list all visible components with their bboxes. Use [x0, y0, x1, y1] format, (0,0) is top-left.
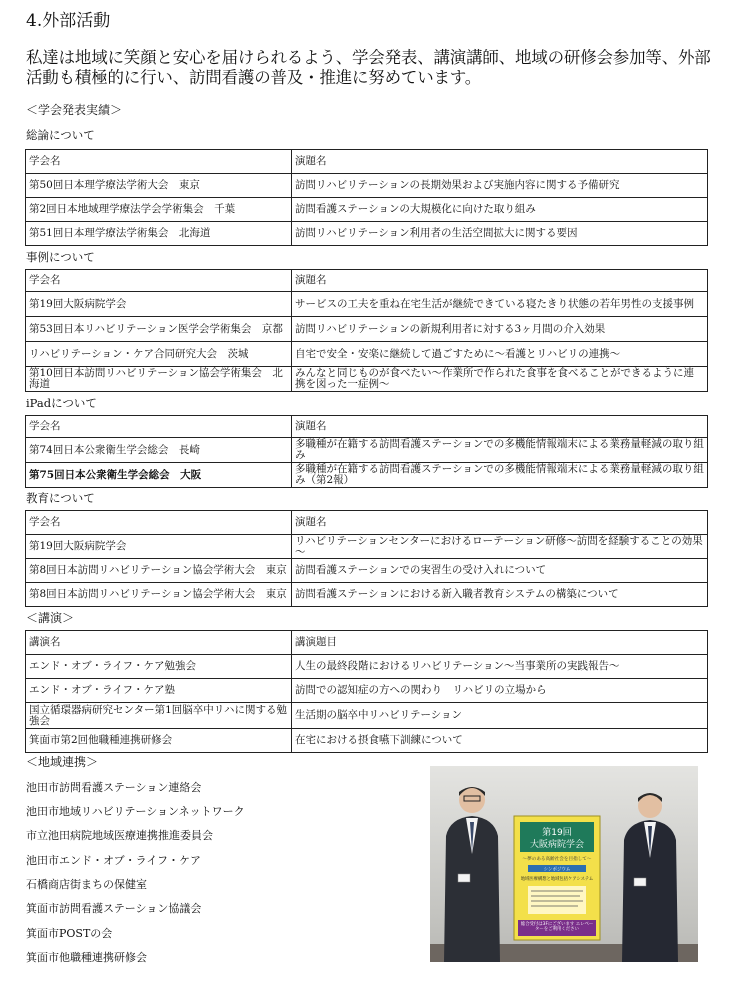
- presentation-title-cell: リハビリテーションセンターにおけるローテーション研修～訪問を経験することの効果～: [292, 535, 708, 559]
- table-row: [26, 535, 708, 559]
- lecture-table: [25, 630, 708, 753]
- header-cell: 演題名: [292, 511, 708, 535]
- table-row: [26, 679, 708, 703]
- header-cell: 演題名: [292, 416, 708, 438]
- regional-item: 石橋商店街まちの保健室: [26, 878, 147, 891]
- conference-table-ipad: [25, 415, 708, 488]
- regional-item: 箕面市訪問看護ステーション協議会: [26, 902, 202, 915]
- presentation-title-cell: 訪問リハビリテーションの長期効果および実施内容に関する予備研究: [292, 174, 708, 198]
- subsection-title-general: 総論について: [26, 128, 95, 142]
- table-row: [26, 292, 708, 317]
- lecture-topic-cell: 人生の最終段階におけるリハビリテーション～当事業所の実践報告～: [292, 655, 708, 679]
- header-cell: 演題名: [292, 270, 708, 292]
- lecture-topic-cell: 生活期の脳卒中リハビリテーション: [292, 703, 708, 729]
- presentation-title-cell: 訪問リハビリテーションの新規利用者に対する3ヶ月間の介入効果: [292, 317, 708, 342]
- table-header-row: [26, 631, 708, 655]
- presentation-title-cell: 訪問看護ステーションでの実習生の受け入れについて: [292, 559, 708, 583]
- lecture-section-title: ＜講演＞: [26, 611, 75, 625]
- table-row: [26, 198, 708, 222]
- table-row: [26, 463, 708, 488]
- photo-illustration: [430, 766, 698, 962]
- table-row: [26, 729, 708, 753]
- conference-name-cell: リハビリテーション・ケア合同研究大会 茨城: [26, 342, 292, 367]
- subsection-title-cases: 事例について: [26, 250, 95, 264]
- intro-text: 私達は地域に笑顔と安心を届けられるよう、学会発表、講演講師、地域の研修会参加等、外部活動も積極的に行い、訪問看護の普及・推進に努めています。: [26, 48, 711, 87]
- table-header-row: [26, 150, 708, 174]
- presentation-title-cell: サービスの工夫を重ね在宅生活が継続できている寝たきり状態の若年男性の支援事例: [292, 292, 708, 317]
- table-row: [26, 655, 708, 679]
- presentation-title-cell: 訪問リハビリテーション利用者の生活空間拡大に関する要因: [292, 222, 708, 246]
- regional-item: 池田市地域リハビリテーションネットワーク: [26, 805, 245, 818]
- header-cell: 学会名: [26, 416, 292, 438]
- header-cell: 学会名: [26, 270, 292, 292]
- header-cell: 講演名: [26, 631, 292, 655]
- poster-info-box: [528, 886, 586, 914]
- table-row: [26, 222, 708, 246]
- regional-item: 市立池田病院地域医療連携推進委員会: [26, 829, 213, 842]
- presentation-title-cell: 多職種が在籍する訪問看護ステーションでの多機能情報端末による業務量軽減の取り組み: [292, 438, 708, 463]
- lecture-name-cell: 箕面市第2回他職種連携研修会: [26, 729, 292, 753]
- subsection-title-ipad: iPadについて: [26, 396, 97, 410]
- table-row: [26, 559, 708, 583]
- conference-section-title: ＜学会発表実績＞: [26, 103, 123, 117]
- table-header-row: [26, 270, 708, 292]
- conference-name-cell: 第53回日本リハビリテーション医学会学術集会 京都: [26, 317, 292, 342]
- presentation-title-cell: みんなと同じものが食べたい～作業所で作られた食事を食べることができるように連携を図った一症例～: [292, 367, 708, 392]
- poster-sign-text: 総合受付は3Fにございます エレベーターをご利用ください: [520, 922, 594, 933]
- lecture-topic-cell: 訪問での認知症の方への関わり リハビリの立場から: [292, 679, 708, 703]
- conference-name-cell: 第8回日本訪問リハビリテーション協会学術大会 東京: [26, 583, 292, 607]
- regional-section-title: ＜地域連携＞: [26, 755, 99, 769]
- conference-name-cell: 第74回日本公衆衛生学会総会 長崎: [26, 438, 292, 463]
- conference-name-cell: 第8回日本訪問リハビリテーション協会学術大会 東京: [26, 559, 292, 583]
- presentation-title-cell: 自宅で安全・安楽に継続して過ごすために～看護とリハビリの連携～: [292, 342, 708, 367]
- header-cell: 演題名: [292, 150, 708, 174]
- subsection-title-education: 教育について: [26, 491, 95, 505]
- conference-table-education: [25, 510, 708, 607]
- header-cell: 講演題目: [292, 631, 708, 655]
- conference-name-cell: 第51回日本理学療法学術集会 北海道: [26, 222, 292, 246]
- regional-item: 池田市エンド・オブ・ライフ・ケア: [26, 854, 202, 867]
- lecture-name-cell: エンド・オブ・ライフ・ケア塾: [26, 679, 292, 703]
- table-row: [26, 703, 708, 729]
- table-row: [26, 438, 708, 463]
- person-left-badge: [458, 874, 470, 882]
- conference-name-cell: 第10回日本訪問リハビリテーション協会学術集会 北海道: [26, 367, 292, 392]
- poster-theme: 地域医療構想と地域包括ケアシステム: [520, 877, 594, 882]
- poster-number: 第19回: [542, 828, 572, 838]
- poster-banner-text: シンポジウム: [543, 867, 571, 873]
- regional-item: 箕面市POSTの会: [26, 927, 113, 940]
- header-cell: 学会名: [26, 150, 292, 174]
- presentation-title-cell: 訪問看護ステーションにおける新入職者教育システムの構築について: [292, 583, 708, 607]
- lecture-name-cell: エンド・オブ・ライフ・ケア勉強会: [26, 655, 292, 679]
- conference-table-cases: [25, 269, 708, 392]
- conference-photo: [430, 766, 698, 962]
- table-row: [26, 367, 708, 392]
- regional-item: 池田市訪問看護ステーション連絡会: [26, 781, 202, 794]
- presentation-title-cell: 多職種が在籍する訪問看護ステーションでの多機能情報端末による業務量軽減の取り組み（第2報）: [292, 463, 708, 488]
- table-header-row: [26, 416, 708, 438]
- conference-name-cell: 第75回日本公衆衛生学会総会 大阪: [26, 463, 292, 488]
- lecture-topic-cell: 在宅における摂食嚥下訓練について: [292, 729, 708, 753]
- regional-item: 箕面市他職種連携研修会: [26, 951, 147, 964]
- poster-title: 大阪病院学会: [529, 840, 585, 850]
- table-row: [26, 174, 708, 198]
- conference-name-cell: 第2回日本地域理学療法学会学術集会 千葉: [26, 198, 292, 222]
- table-row: [26, 317, 708, 342]
- conference-table-general: [25, 149, 708, 246]
- table-row: [26, 583, 708, 607]
- header-cell: 学会名: [26, 511, 292, 535]
- table-row: [26, 342, 708, 367]
- conference-name-cell: 第50回日本理学療法学術大会 東京: [26, 174, 292, 198]
- page-title: 4.外部活動: [26, 11, 111, 31]
- table-header-row: [26, 511, 708, 535]
- presentation-title-cell: 訪問看護ステーションの大規模化に向けた取り組み: [292, 198, 708, 222]
- person-right-badge: [634, 878, 646, 886]
- lecture-name-cell: 国立循環器病研究センター第1回脳卒中リハに関する勉強会: [26, 703, 292, 729]
- conference-name-cell: 第19回大阪病院学会: [26, 535, 292, 559]
- conference-name-cell: 第19回大阪病院学会: [26, 292, 292, 317]
- poster-slogan: ～夢のある高齢社会を目指して～: [522, 857, 592, 862]
